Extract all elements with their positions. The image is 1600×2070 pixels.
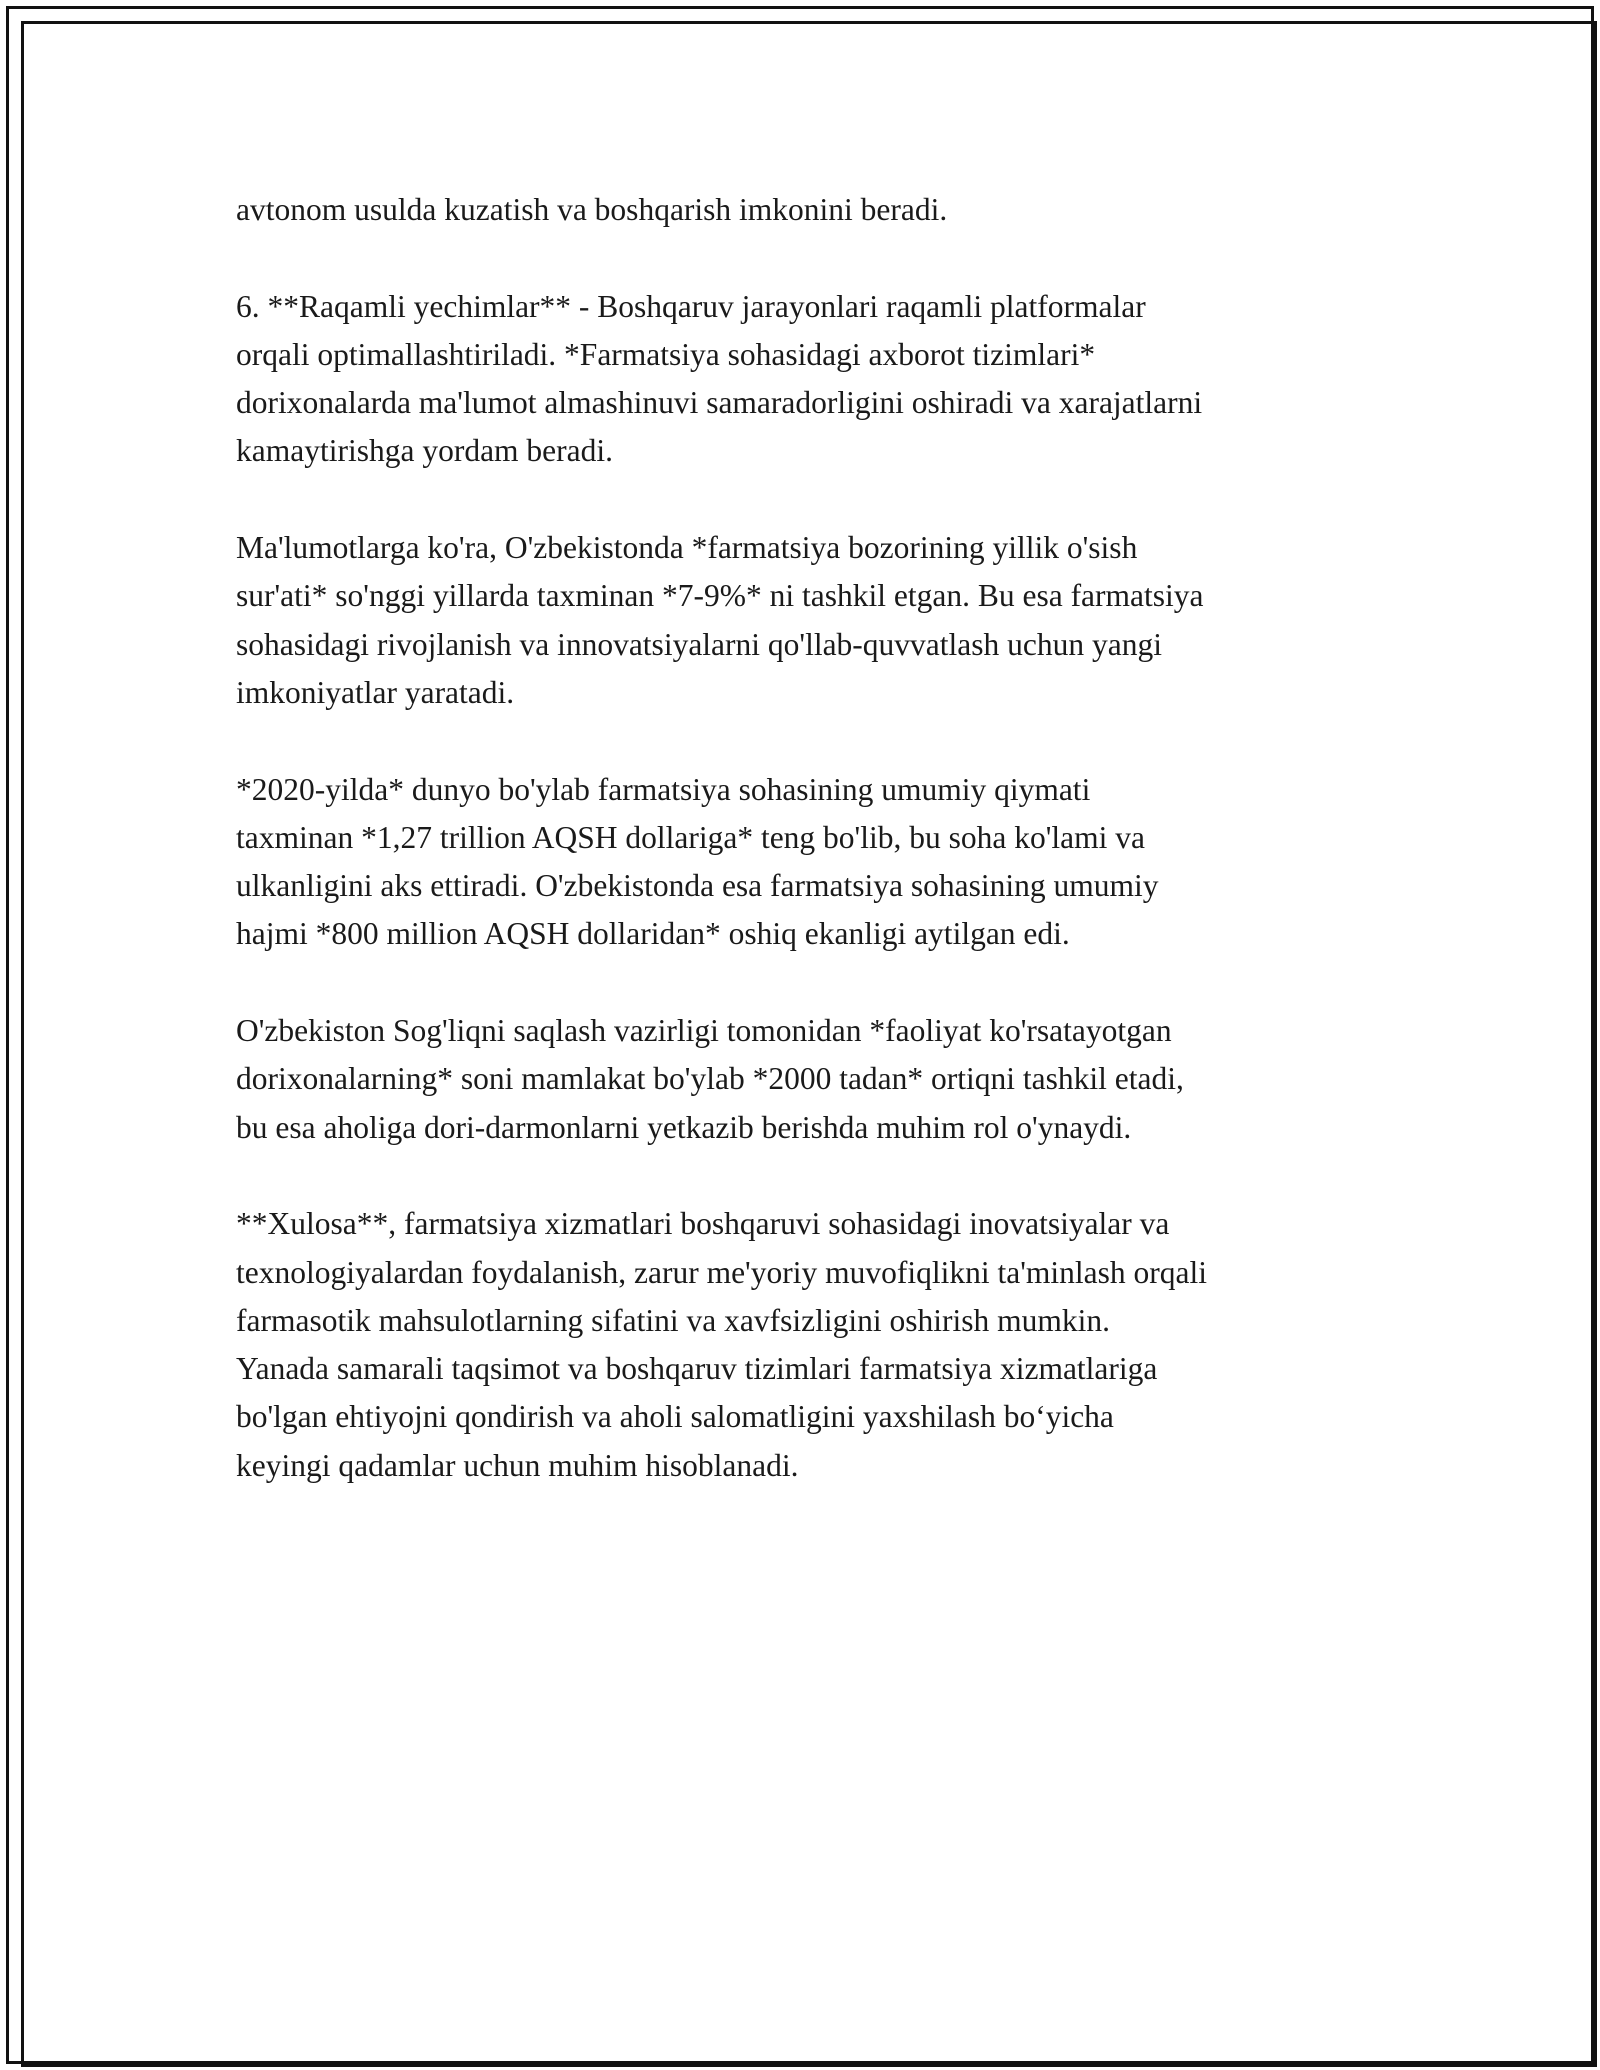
text-line: texnologiyalardan foydalanish, zarur me'yoriy muvofiqlikni ta'minlash orqali: [236, 1254, 1207, 1290]
paragraph-pharmacy-count: [236, 1007, 1386, 1152]
text-line: farmasotik mahsulotlarning sifatini va xavfsizligini oshirish mumkin.: [236, 1302, 1111, 1338]
text-line: sur'ati* so'nggi yillarda taxminan *7-9%* ni tashkil etgan. Bu esa farmatsiya: [236, 578, 1204, 614]
text-line: 6. **Raqamli yechimlar** - Boshqaruv jarayonlari raqamli platformalar: [236, 288, 1146, 324]
text-line: dorixonalarning* soni mamlakat bo'ylab *2000 tadan* ortiqni tashkil etadi,: [236, 1061, 1184, 1097]
text-line: bo'lgan ehtiyojni qondirish va aholi salomatligini yaxshilash bo‘yicha: [236, 1399, 1114, 1435]
document-body: [236, 186, 1386, 1538]
paragraph-intro-continuation: [236, 186, 1386, 234]
text-line: taxminan *1,27 trillion AQSH dollariga* teng bo'lib, bu soha ko'lami va: [236, 819, 1145, 855]
text-line: sohasidagi rivojlanish va innovatsiyalarni qo'llab-quvvatlash uchun yangi: [236, 626, 1162, 662]
text-line: **Xulosa**, farmatsiya xizmatlari boshqaruvi sohasidagi inovatsiyalar va: [236, 1206, 1170, 1242]
text-line: dorixonalarda ma'lumot almashinuvi samaradorligini oshiradi va xarajatlarni: [236, 385, 1203, 421]
paragraph-digital-solutions: [236, 283, 1386, 476]
text-line: Yanada samarali taqsimot va boshqaruv tizimlari farmatsiya xizmatlariga: [236, 1351, 1158, 1387]
text-line: orqali optimallashtiriladi. *Farmatsiya sohasidagi axborot tizimlari*: [236, 336, 1096, 372]
text-line: Ma'lumotlarga ko'ra, O'zbekistonda *farmatsiya bozorining yillik o'sish: [236, 530, 1138, 566]
paragraph-conclusion: [236, 1200, 1386, 1490]
text-line: ulkanligini aks ettiradi. O'zbekistonda esa farmatsiya sohasining umumiy: [236, 868, 1159, 904]
text-line: hajmi *800 million AQSH dollaridan* oshiq ekanligi aytilgan edi.: [236, 916, 1070, 952]
text-line: *2020-yilda* dunyo bo'ylab farmatsiya sohasining umumiy qiymati: [236, 771, 1091, 807]
paragraph-market-growth: [236, 524, 1386, 717]
text-line: O'zbekiston Sog'liqni saqlash vazirligi tomonidan *faoliyat ko'rsatayotgan: [236, 1013, 1172, 1049]
paragraph-global-value: [236, 766, 1386, 959]
text-line: bu esa aholiga dori-darmonlarni yetkazib berishda muhim rol o'ynaydi.: [236, 1109, 1132, 1145]
text-line: avtonom usulda kuzatish va boshqarish imkonini beradi.: [236, 192, 948, 227]
text-line: keyingi qadamlar uchun muhim hisoblanadi.: [236, 1447, 799, 1483]
text-line: imkoniyatlar yaratadi.: [236, 674, 515, 710]
text-line: kamaytirishga yordam beradi.: [236, 433, 614, 469]
